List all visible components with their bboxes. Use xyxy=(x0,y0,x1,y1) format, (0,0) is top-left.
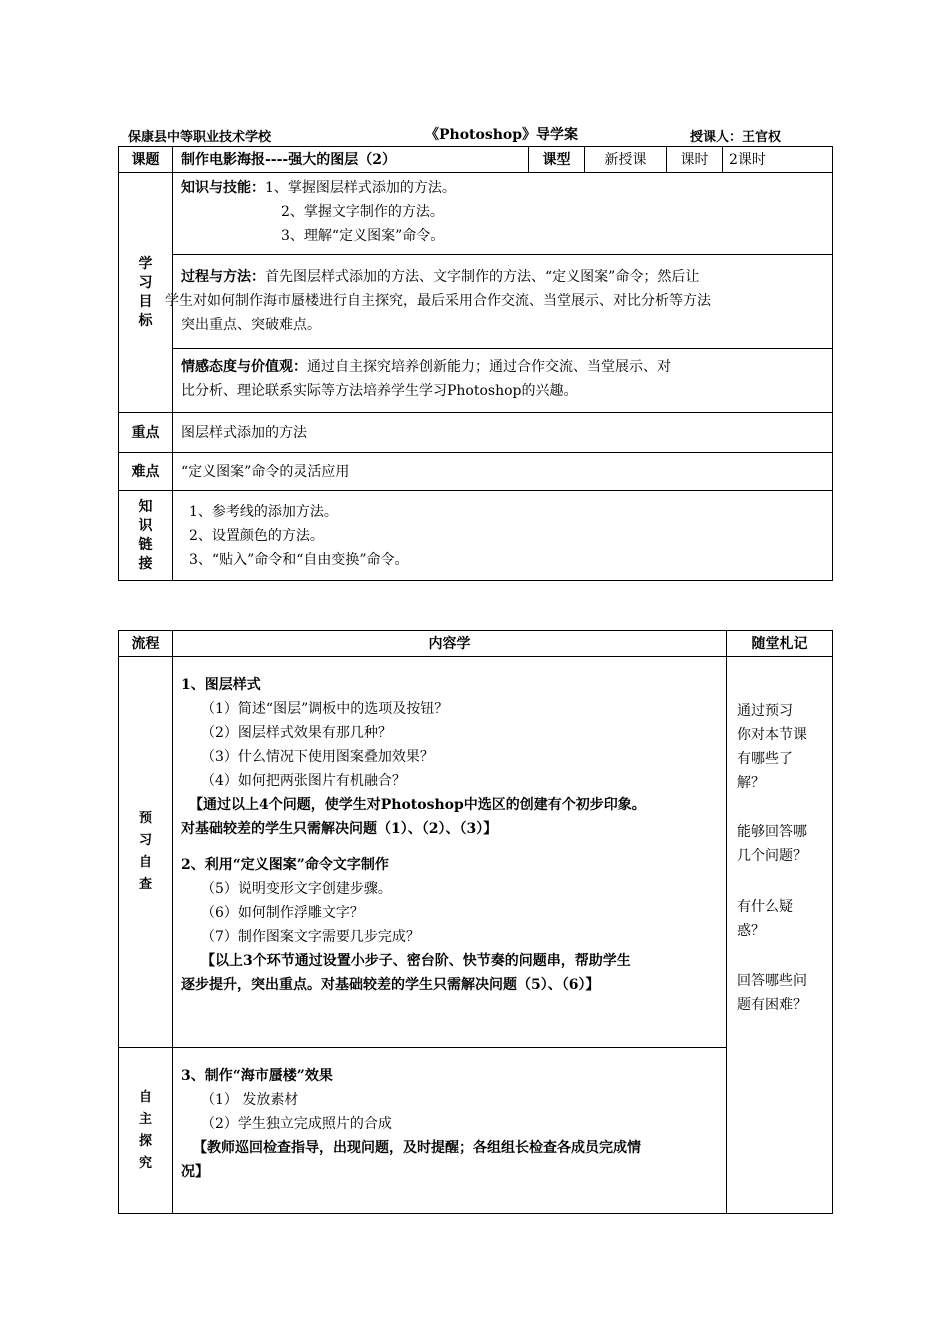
note-line: 你对本节课 xyxy=(737,727,807,743)
question-item: （7）制作图案文字需要几步完成？ xyxy=(201,929,420,945)
task-item: （1） 发放素材 xyxy=(201,1092,299,1108)
section-title: 2、利用“定义图案”命令文字制作 xyxy=(181,857,389,873)
note-line: 解？ xyxy=(737,775,765,791)
section-title: 1、图层样式 xyxy=(181,677,261,693)
emotion-values xyxy=(173,349,833,413)
hours-value: 2课时 xyxy=(723,147,833,173)
knowledge-link-item: 2、设置颜色的方法。 xyxy=(189,527,324,544)
process-line: 首先图层样式添加的方法、文字制作的方法、“定义图案”命令；然后让 xyxy=(265,269,700,285)
teaching-note: 逐步提升，突出重点。对基础较差的学生只需解决问题（5）、（6）】 xyxy=(181,977,600,993)
note-line: 回答哪些问 xyxy=(737,973,807,989)
process-methods xyxy=(165,255,833,349)
knowledge-item: 3、理解“定义图案”命令。 xyxy=(281,228,445,244)
question-item: （5）说明变形文字创建步骤。 xyxy=(201,881,392,897)
objectives-label: 学习目标 xyxy=(119,173,173,413)
col-content-header: 内容学 xyxy=(173,631,727,657)
process-line: 突出重点、突破难点。 xyxy=(181,317,321,333)
hours-label: 课时 xyxy=(667,147,723,173)
knowledge-item: 1、掌握图层样式添加的方法。 xyxy=(265,180,456,196)
difficulty-value: “定义图案”命令的灵活应用 xyxy=(173,453,833,491)
note-line: 通过预习 xyxy=(737,703,793,719)
question-item: （3）什么情况下使用图案叠加效果？ xyxy=(201,749,434,765)
knowledge-title: 知识与技能： xyxy=(181,180,265,196)
topic-label: 课题 xyxy=(119,147,173,173)
note-line: 几个问题？ xyxy=(737,848,807,864)
knowledge-item: 2、掌握文字制作的方法。 xyxy=(281,204,444,220)
process-line: 学生对如何制作海市蜃楼进行自主探究，最后采用合作交流、当堂展示、对比分析等方法 xyxy=(165,293,711,309)
teacher-name: 授课人：王官权 xyxy=(690,130,782,145)
key-point-label: 重点 xyxy=(119,413,173,453)
knowledge-link-item: 1、参考线的添加方法。 xyxy=(189,503,338,520)
emotion-line: 通过自主探究培养创新能力；通过合作交流、当堂展示、对 xyxy=(307,359,671,375)
note-line: 有哪些了 xyxy=(737,751,793,767)
note-line: 惑？ xyxy=(737,923,765,939)
preview-label: 预习自查 xyxy=(119,657,173,1048)
knowledge-skills xyxy=(173,173,833,255)
topic-value: 制作电影海报----强大的图层（2） xyxy=(173,147,529,173)
emotion-line: 比分析、理论联系实际等方法培养学生学习Photoshop的兴趣。 xyxy=(181,383,578,399)
teaching-note: 况】 xyxy=(181,1164,209,1180)
explore-content xyxy=(173,1048,727,1214)
flow-table xyxy=(118,630,833,1214)
class-notes xyxy=(727,657,833,1214)
note-line: 题有困难？ xyxy=(737,997,807,1013)
task-item: （2）学生独立完成照片的合成 xyxy=(201,1116,392,1132)
knowledge-link-list xyxy=(173,491,833,581)
question-item: （4）如何把两张图片有机融合？ xyxy=(201,773,406,789)
col-process-header: 流程 xyxy=(119,631,173,657)
lesson-info-table xyxy=(118,146,833,581)
school-name: 保康县中等职业技术学校 xyxy=(128,130,272,145)
type-label: 课型 xyxy=(529,147,585,173)
process-title: 过程与方法： xyxy=(181,269,265,285)
key-point-value: 图层样式添加的方法 xyxy=(173,413,833,453)
emotion-title: 情感态度与价值观： xyxy=(181,359,307,375)
teaching-note: 对基础较差的学生只需解决问题（1）、（2）、（3）】 xyxy=(181,821,498,837)
knowledge-link-item: 3、“贴入”命令和“自由变换”命令。 xyxy=(189,551,409,568)
col-notes-header: 随堂札记 xyxy=(727,631,833,657)
teaching-note: 【通过以上4个问题，使学生对Photoshop中选区的创建有个初步印象。 xyxy=(189,797,646,813)
explore-label: 自主探究 xyxy=(119,1048,173,1214)
type-value: 新授课 xyxy=(585,147,667,173)
teaching-note: 【教师巡回检查指导，出现问题，及时提醒；各组组长检查各成员完成情 xyxy=(193,1140,641,1156)
note-line: 能够回答哪 xyxy=(737,824,807,840)
section-title: 3、制作“海市蜃楼”效果 xyxy=(181,1068,333,1084)
doc-title: 《Photoshop》导学案 xyxy=(425,127,579,143)
question-item: （1）简述“图层”调板中的选项及按钮？ xyxy=(201,701,449,717)
question-item: （2）图层样式效果有那几种？ xyxy=(201,725,392,741)
note-line: 有什么疑 xyxy=(737,899,793,915)
difficulty-label: 难点 xyxy=(119,453,173,491)
knowledge-link-label: 知识链接 xyxy=(119,491,173,581)
question-item: （6）如何制作浮雕文字？ xyxy=(201,905,364,921)
teaching-note: 【以上3个环节通过设置小步子、密台阶、快节奏的问题串，帮助学生 xyxy=(201,953,631,969)
preview-content xyxy=(173,657,727,1048)
